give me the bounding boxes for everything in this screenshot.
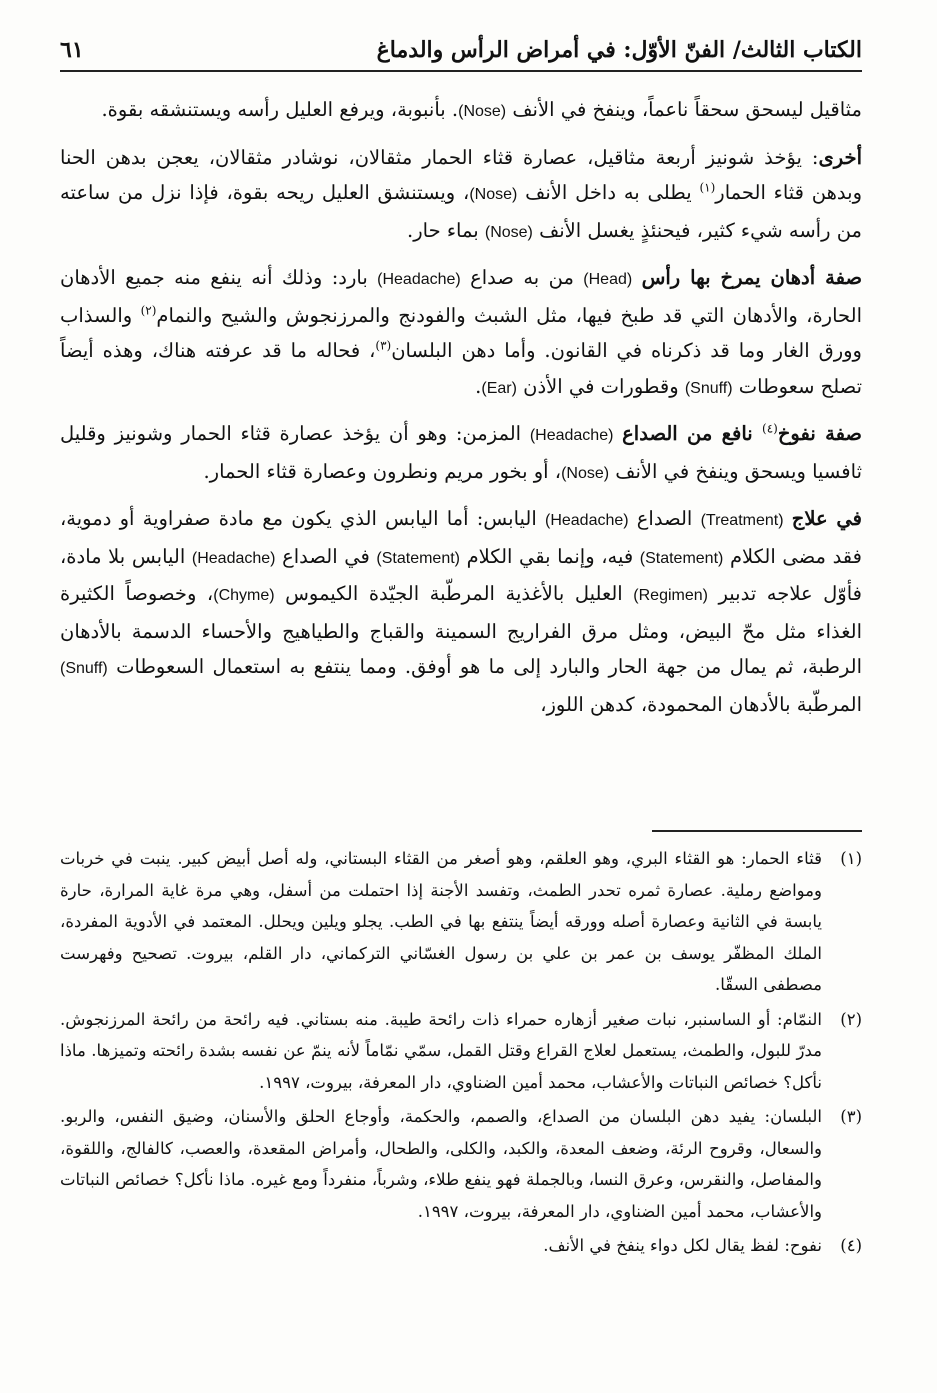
footnote-text: نفوح: لفظ يقال لكل دواء ينفخ في الأنف. (543, 1236, 822, 1255)
footnotes (60, 843, 862, 1265)
paragraph-1: مثاقيل ليسحق سحقاً ناعماً، وينفخ في الأنف (Nose). بأنبوبة، ويرفع العليل رأسه ويستنشقه بقوة. (101, 98, 862, 121)
footnote-text: البلسان: يفيد دهن البلسان من الصداع، والصمم، والحكمة، وأوجاع الحلق والأسنان، وضيق النفس، والربو. والسعال، وقروح الرئة، وضعف المعدة، والكبد، والكلى، والطحال، وأمراض المقعدة، والعصب، كالفالج، واللقوة، والمفاصل، والنقرس، وعرق النسا، وبالجملة فهو ينفع طلاء، وشرباً، منفرداً ومع غيره. ماذا نأكل؟ خصائص النباتات والأعشاب، محمد أمين الضناوي، دار المعرفة، بيروت، ١٩٩٧. (60, 1107, 822, 1221)
footnote-ref[interactable]: (٢) (140, 303, 157, 317)
section-keyword: صفة نفوخ (777, 422, 862, 445)
footnote-4 (60, 1230, 862, 1262)
page-number: ٦١ (60, 37, 84, 63)
english-term: (Headache) (191, 549, 276, 567)
paragraph-3: صفة أدهان يمرخ بها رأس (Head) من به صداع (Headache) بارد: وذلك أنه ينفع منه جميع الأدهان الحارة، والأدهان التي قد طبخ فيها، مثل الشبث والفودنج والمرزنجوش والشيح والنمام$^{(٢)}$ والسذاب وورق الغار وما قد ذكرناه في القانون. وأما دهن البلسان$^{(٣)}$، فحاله ما قد عرفته هناك، وهذه أيضاً تصلح سعوطات (Snuff) وقطورات في الأذن (Ear). (60, 266, 863, 398)
footnote-3 (60, 1101, 862, 1227)
footnote-text: قثاء الحمار: هو القثاء البري، وهو العلقم، وهو أصغر من القثاء البستاني، وله أصل أبيض كبير. ينبت في خربات ومواضع رملية. عصارة ثمره تحدر الطمث، وتفسد الأجنة إذا احتملت من أسفل، وهي مرة غاية المرارة، حارة يابسة في الثانية وعصارة أصله وورقه أيضاً ينتفع بها في الطب. يجلو ويلين ويحلل. المعتمد في الأدوية المفردة، الملك المظفّر يوسف بن عمر بن علي بن رسول الغسّاني التركماني، دار القلم، بيروت. تصحيح وفهرست مصطفى السقّا. (60, 849, 822, 994)
running-header (60, 30, 862, 72)
footnote-2 (60, 1004, 862, 1099)
footnote-ref[interactable]: (٤) (762, 421, 778, 436)
footnote-divider (652, 830, 862, 832)
english-term: (Headache) (544, 512, 629, 529)
english-term: (Statement) (639, 549, 724, 567)
section-keyword: في علاج (791, 507, 862, 530)
english-term: (Headache) (377, 271, 461, 288)
english-term: (Treatment) (700, 512, 784, 529)
footnote-1 (60, 843, 862, 1001)
english-term: (Headache) (529, 427, 614, 444)
header-title: الكتاب الثالث/ الفنّ الأوّل: في أمراض الرأس والدماغ (376, 37, 862, 63)
footnote-text: النمّام: أو الساسنبر، نبات صغير أزهاره حمراء ذات رائحة طيبة. منه بستاني. فيه رائحة من رائحة المرزنجوش. مدرّ للبول، والطمث، يستعمل لعلاج القراع وقتل القمل، سمّي نمّاماً لأنه ينمّ عن نفسه بشدة رائحته وتميزها. ماذا نأكل؟ خصائص النباتات والأعشاب، محمد أمين الضناوي، دار المعرفة، بيروت، ١٩٩٧. (60, 1009, 822, 1092)
paragraph-4: صفة نفوخ$^{(٤)}$ نافع من الصداع (Headache) المزمن: وهو أن يؤخذ عصارة قثاء الحمار وشونيز وقليل ثافسيا ويسحق وينفخ في الأنف (Nose)، أو بخور مريم ونطرون وعصارة قثاء الحمار. (60, 421, 862, 483)
footnote-ref[interactable]: (١) (699, 180, 716, 195)
footnote-ref[interactable]: (٣) (375, 338, 392, 353)
main-text (60, 92, 862, 732)
footnote-number: (٣) (840, 1107, 862, 1126)
english-term: (Snuff) (684, 379, 733, 397)
section-keyword: صفة أدهان يمرخ بها رأس (641, 266, 863, 289)
english-term: (Nose) (458, 103, 507, 120)
english-term: (Nose) (469, 186, 518, 203)
section-keyword: أخرى (818, 145, 862, 169)
paragraph-2: أخرى: يؤخذ شونيز أربعة مثاقيل، عصارة قثاء الحمار مثقالان، نوشادر مثقالان، يعجن بدهن الحنا وبدهن قثاء الحمار$^{(١)}$ يطلى به داخل الأنف (Nose)، ويستنشق العليل ريحه بقوة، فإذا نزل من ساعته من رأسه شيء كثير، فيحنئذٍ يغسل الأنف (Nose) بماء حار. (60, 145, 862, 242)
english-term: (Snuff) (60, 660, 108, 677)
english-term: (Regimen) (633, 587, 708, 604)
footnote-number: (١) (840, 849, 862, 868)
english-term: (Nose) (484, 223, 533, 241)
footnote-number: (٢) (840, 1009, 862, 1029)
english-term: (Ear) (481, 379, 517, 397)
english-term: (Nose) (561, 464, 610, 482)
english-term: (Statement) (376, 549, 460, 567)
section-keyword: نافع من الصداع (622, 422, 763, 445)
paragraph-5: في علاج (Treatment) الصداع (Headache) اليابس: أما اليابس الذي يكون مع مادة صفراوية أو دموية، فقد مضى الكلام (Statement) فيه، وإنما بقي الكلام (Statement) في الصداع (Headache) اليابس بلا مادة، فأوّل علاجه تدبير (Regimen) العليل بالأغذية المرطّبة الجيّدة الكيموس (Chyme)، وخصوصاً الكثيرة الغذاء مثل محّ البيض، ومثل مرق الفراريج السمينة والقباج والطياهيج والأحساء الدسمة بالأدهان الرطبة، ثم يمال من جهة الحار والبارد إلى ما هو أوفق. ومما ينتفع به استعمال السعوطات (Snuff) المرطّبة بالأدهان المحمودة، كدهن اللوز، (60, 507, 862, 716)
footnote-number: (٤) (840, 1236, 862, 1255)
english-term: (Chyme) (213, 587, 275, 604)
english-term: (Head) (583, 271, 633, 288)
